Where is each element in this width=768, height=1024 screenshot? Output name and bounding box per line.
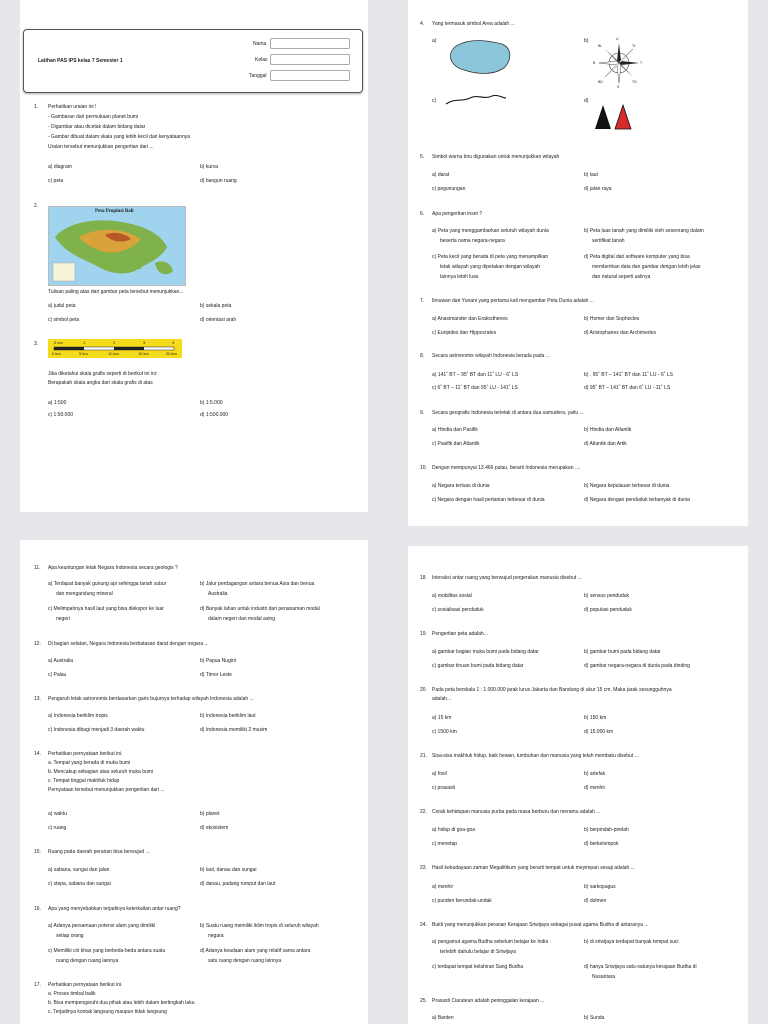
question-stem: Ruang pada daerah perairan bisa berwujud ...: [48, 849, 150, 855]
option-d[interactable]: d) Adanya keadaan alam yang relatif sama antara: [200, 948, 311, 954]
scale-bottom-label: 0 km: [52, 351, 61, 356]
option-d-cont[interactable]: memberikan data dan gambar dengan lebih jelas: [592, 264, 701, 270]
option-d[interactable]: d) populasi penduduk: [584, 607, 632, 613]
option-c-cont[interactable]: lainnya lebih luas: [440, 274, 479, 280]
question-line: Pernyataan tersebut menunjukkan pengertian dari ...: [48, 787, 165, 793]
option-b[interactable]: b) . 95˚ BT – 141˚ BT dan 11˚ LU - 6˚ LS: [584, 372, 673, 378]
question-line: c. Terjadinya kontak langsung maupun tidak langsung: [48, 1009, 167, 1015]
question-stem: Pengaruh letak astronomis berdasarkan garis bujurnya terhadap wilayah Indonesia adalah ...: [48, 696, 254, 702]
option-c[interactable]: c) Melimpahnya hasil laut yang bisa diekspor ke luar: [48, 606, 164, 612]
class-label: Kelas: [255, 57, 268, 63]
option-a[interactable]: a) Australia: [48, 658, 74, 664]
question-number: 25.: [420, 998, 427, 1004]
map-title: Peta Propinsi Bali: [95, 209, 134, 214]
option-b-cont[interactable]: Australia: [208, 591, 228, 597]
question-number: 20.: [420, 687, 427, 693]
option-b[interactable]: b) Papua Nugini: [200, 658, 236, 664]
question-number: 8.: [420, 353, 425, 359]
option-b[interactable]: b) sekala peta: [200, 303, 232, 309]
name-field[interactable]: [270, 38, 350, 49]
option-d[interactable]: d) jalan raya: [584, 186, 612, 192]
question-stem: Apa yang menyebabkan terjadinya keterkaitan antar ruang?: [48, 906, 181, 912]
option-b[interactable]: b) berpindah-pindah: [584, 827, 629, 833]
option-a-cont[interactable]: beserta nama negara-negara: [440, 238, 505, 244]
option-c[interactable]: c) Palau: [48, 672, 67, 678]
question-number: 5.: [420, 154, 425, 160]
option-a[interactable]: a) pengamut agama Budha sebelum belajar ke India: [432, 939, 549, 945]
option-b[interactable]: b) laut: [584, 172, 598, 178]
question-line: c. Tempat tinggal makhluk hidup: [48, 778, 120, 784]
option-c[interactable]: c): [432, 98, 437, 104]
option-b[interactable]: b) gambar bumi pada bidang datar: [584, 649, 661, 655]
date-label: Tanggal: [249, 73, 267, 79]
option-d[interactable]: d) dolmen: [584, 898, 607, 904]
option-d[interactable]: d) Banyak lahan untuk industri dari penanaman modal: [200, 606, 320, 612]
option-d[interactable]: d) berkelompok: [584, 841, 619, 847]
question-stem: Secara geografis Indonesia terletak di antara dua samudera, yaitu ...: [432, 410, 584, 416]
scale-top-label: 2: [113, 340, 116, 345]
option-a[interactable]: a) 15 km: [432, 715, 452, 721]
option-a-cont[interactable]: terlebih dahulu belajar di Sriwijaya: [440, 949, 516, 955]
question-stem: Apa pengertian inset ?: [432, 211, 483, 217]
question-line: Uraian tersebut menunjukkan pengertian dari ...: [48, 144, 154, 150]
option-d[interactable]: d) ekosistem: [200, 825, 229, 831]
option-a[interactable]: a) menhir: [432, 884, 454, 890]
option-c[interactable]: c) stepa, sabana dan sungai: [48, 881, 111, 887]
area-blob-icon: [446, 38, 516, 78]
option-d[interactable]: d) hanya Sriwijaya satu-satunya kerajaan Budha di: [584, 964, 697, 970]
option-a[interactable]: a) Peta yang menggambarkan seluruh wilayah dunia: [432, 228, 549, 234]
option-a-cont[interactable]: setiap orang: [56, 933, 84, 939]
question-number: 24.: [420, 922, 427, 928]
question-number: 13.: [34, 696, 41, 702]
option-c-cont[interactable]: ruang dengan ruang lainnya: [56, 958, 119, 964]
scale-bottom-label: 10 km: [108, 351, 119, 356]
question-number: 19.: [420, 631, 427, 637]
option-a[interactable]: a) mobilitas sosial: [432, 593, 472, 599]
class-field[interactable]: [270, 54, 350, 65]
question-number: 14.: [34, 751, 41, 757]
option-b[interactable]: b) sarkopagus: [584, 884, 616, 890]
worksheet-page-1: [20, 0, 368, 512]
scale-top-label: 1: [83, 340, 86, 345]
option-d[interactable]: d) bangun ruang: [200, 178, 237, 184]
option-b[interactable]: b) artefak: [584, 771, 606, 777]
option-c[interactable]: c) Memiliki ciri khas yang berbeda-beda antara suatu: [48, 948, 166, 954]
option-a[interactable]: a): [432, 38, 437, 44]
date-field[interactable]: [270, 70, 350, 81]
question-line: - Gambar dibuat dalam skala yang lebih kecil dari kenyataannya: [48, 134, 191, 140]
option-a[interactable]: a) sabana, sungai dan jalan: [48, 867, 110, 873]
option-a[interactable]: a) 1:500: [48, 400, 67, 406]
option-c[interactable]: c) pegunungan: [432, 186, 466, 192]
option-d-cont[interactable]: dalam negeri dan modal asing: [208, 616, 275, 622]
option-c[interactable]: c) punden berundak-undak: [432, 898, 492, 904]
question-stem: Perhatikan pernyataan berikut ini.: [48, 982, 123, 988]
option-a[interactable]: a) diagram: [48, 164, 72, 170]
option-a[interactable]: a) Negara terluas di dunia: [432, 483, 490, 489]
worksheet-title: Latihan PAS IPS kelas 7 Semester 1: [38, 58, 123, 64]
scale-bottom-label: 5 km: [79, 351, 88, 356]
option-a[interactable]: a) hidup di goa-goa: [432, 827, 476, 833]
compass-label-north: U: [616, 37, 619, 41]
option-d-cont[interactable]: satu ruang dengan ruang lainnya: [208, 958, 282, 964]
compass-label-northwest: BL: [598, 44, 603, 48]
compass-label-southwest: BD: [598, 80, 603, 84]
question-number: 18.: [420, 575, 427, 581]
option-b[interactable]: b) 150 km: [584, 715, 607, 721]
worksheet-page-3: [20, 540, 368, 1024]
question-stem: Apa keuntungan letak Negara Indonesia secara geologis ?: [48, 565, 178, 571]
option-d-cont[interactable]: Nusantara: [592, 974, 616, 980]
question-number: 23.: [420, 865, 427, 871]
question-stem-cont: adalah...: [432, 696, 452, 702]
question-stem: Tulisan paling atas dari gambar peta tersebut menunjukkan...: [48, 289, 184, 295]
compass-rose-icon: [594, 38, 644, 88]
option-b[interactable]: b) Homer dan Sophocles: [584, 316, 640, 322]
question-line: a. Proses timbal balik: [48, 991, 96, 997]
option-c[interactable]: c) simbol peta: [48, 317, 80, 323]
question-number: 6.: [420, 211, 425, 217]
question-number: 7.: [420, 298, 425, 304]
option-b[interactable]: b): [584, 38, 589, 44]
compass-label-east: T: [640, 61, 643, 65]
question-stem: Prasasti Ciaruteun adalah peninggalan kerajaan ...: [432, 998, 545, 1004]
scale-top-label: 0 cm: [54, 340, 63, 345]
option-c[interactable]: c) 1500 km: [432, 729, 457, 735]
question-number: 1.: [34, 104, 39, 110]
question-line: Berapakah skala angka dari skala grafis di atas: [48, 380, 153, 386]
graphic-scale-image: [48, 339, 182, 358]
option-c[interactable]: c) 1:50.000: [48, 412, 74, 418]
question-number: 12.: [34, 641, 41, 647]
question-stem: Di bagian selatan, Negara Indonesia berbatasan darat dengan negara ...: [48, 641, 209, 647]
option-a[interactable]: a) darat: [432, 172, 450, 178]
question-number: 17.: [34, 982, 41, 988]
compass-label-northeast: TL: [632, 44, 637, 48]
option-a[interactable]: a) waktu: [48, 811, 67, 817]
option-a[interactable]: a) Hindia dan Pasifik: [432, 427, 478, 433]
option-b[interactable]: b) 1:5.000: [200, 400, 223, 406]
option-c[interactable]: c) Indonesia dibagi menjadi 3 daerah waktu: [48, 727, 145, 733]
question-number: 16.: [34, 906, 41, 912]
option-a[interactable]: a) Banten: [432, 1015, 454, 1021]
option-b[interactable]: b) Peta luas tanah yang dimiliki oleh seseorang dalam: [584, 228, 704, 234]
question-stem: Perhatikan uraian ini !: [48, 104, 97, 110]
option-a[interactable]: a) Terdapat banyak gunung api sehingga tanah subur: [48, 581, 167, 587]
question-stem: Sisa-sisa makhluk hidup, baik hewan, tumbuhan dan manusia yang telah membatu disebut ...: [432, 753, 639, 759]
question-stem: Yang termasuk simbol Area adalah ...: [432, 21, 515, 27]
option-d[interactable]: d) menhir: [584, 785, 606, 791]
option-c[interactable]: c) ruang: [48, 825, 67, 831]
scale-bottom-label: 15 km: [138, 351, 149, 356]
option-a[interactable]: a) gambar bagian muka bumi pada bidang datar: [432, 649, 539, 655]
question-line: - Gambaran dari permukaan planet bumi: [48, 114, 139, 120]
question-line: b. Bisa mempengaruhi dua pihak atau lebih dalam bertingkah laku: [48, 1000, 195, 1006]
question-stem: Bukti yang menunjukkan peranan Kerajaan Sriwijaya sebagai pusat agama Budha di antaranya ...: [432, 922, 649, 928]
option-c[interactable]: c) 6˚ BT – 11˚ BT dan 95˚ LU - 141˚ LS: [432, 385, 518, 391]
question-number: 15.: [34, 849, 41, 855]
option-d[interactable]: d) 15.000 km: [584, 729, 614, 735]
option-b[interactable]: b) Suatu ruang memiliki iklim tropis di seluruh wilayah: [200, 923, 319, 929]
worksheet-page-4: [408, 546, 748, 1024]
question-number: 10.: [420, 465, 427, 471]
option-c[interactable]: c) Negara dengan hasil pertanian terbesar di dunia: [432, 497, 545, 503]
compass-label-west: B: [593, 61, 596, 65]
question-line: - Digambar atau dicetak dalam bidang datar: [48, 124, 146, 130]
question-line: b. Mencakup sebagian atau seluruh muka bumi: [48, 769, 154, 775]
option-d-cont[interactable]: dan natural seperti aslinya: [592, 274, 651, 280]
question-line: a. Tempat yang berada di muka bumi: [48, 760, 131, 766]
option-d[interactable]: d) orientasi arah: [200, 317, 237, 323]
option-d[interactable]: d) Timor Leste: [200, 672, 232, 678]
option-b[interactable]: b) planet: [200, 811, 220, 817]
option-d[interactable]: d) 1:500.000: [200, 412, 229, 418]
option-a[interactable]: a) fosil: [432, 771, 447, 777]
option-d[interactable]: d) danau, padang rumput dan laut: [200, 881, 276, 887]
scale-bottom-label: 20 km: [166, 351, 177, 356]
option-a[interactable]: a) 141˚ BT – 95˚ BT dan 11˚ LU - 6˚ LS: [432, 372, 519, 378]
question-stem: Pengertian peta adalah...: [432, 631, 488, 637]
compass-label-southeast: TG: [632, 80, 637, 84]
option-b[interactable]: b) sensus penduduk: [584, 593, 630, 599]
option-b[interactable]: b) Hindia dan Atlantik: [584, 427, 632, 433]
question-line: Jika diketahui skala grafis seperti di berikut ini ini:: [48, 371, 158, 377]
option-c[interactable]: c) Pasifik dan Atlantik: [432, 441, 480, 447]
river-line-icon: [444, 92, 508, 108]
option-b[interactable]: b) Sunda: [584, 1015, 605, 1021]
question-stem: Simbol warna biru digunakan untuk menunjukkan wilayah: [432, 154, 560, 160]
question-stem: Perhatikan pernyataan berikut ini.: [48, 751, 123, 757]
question-number: 3.: [34, 341, 39, 347]
question-number: 4.: [420, 21, 425, 27]
question-number: 11.: [34, 565, 41, 571]
question-number: 2.: [34, 203, 39, 209]
name-label: Nama: [253, 41, 267, 47]
question-stem: Ilmuwan dari Yunani yang pertama kali mengambar Peta Dunia adalah ...: [432, 298, 594, 304]
option-c-cont[interactable]: letak wilayah yang dipetakan dengan wilayah: [440, 264, 541, 270]
option-c[interactable]: c) Euripides dan Hippocrates: [432, 330, 497, 336]
option-d[interactable]: d) Negara dengan penduduk terbanyak di dunia: [584, 497, 690, 503]
option-a-cont[interactable]: dan mengandung mineral: [56, 591, 113, 597]
option-c[interactable]: c) menetap: [432, 841, 458, 847]
scale-top-label: 3: [143, 340, 146, 345]
option-b-cont[interactable]: sertifikat tanah: [592, 238, 625, 244]
option-c-cont[interactable]: negeri: [56, 616, 70, 622]
question-stem: Corak kehidupan manusia purba pada masa berburu dan meramu adalah ...: [432, 809, 601, 815]
option-d[interactable]: d) Atlantik dan Artik: [584, 441, 627, 447]
question-number: 22.: [420, 809, 427, 815]
option-d[interactable]: d) Peta digital dari software komputer yang bisa: [584, 254, 690, 260]
option-b[interactable]: b) Jalur perdagangan antara benua Asia dan benua: [200, 581, 315, 587]
compass-label-south: S: [617, 85, 620, 89]
option-b-cont[interactable]: negara: [208, 933, 224, 939]
option-a[interactable]: a) judul peta: [48, 303, 76, 309]
question-stem: Interaksi antar ruang yang berwujud pergerakan manusia disebut ...: [432, 575, 582, 581]
mountain-triangles-icon: [594, 102, 634, 130]
option-b[interactable]: b) di sriwijaya terdapat banyak tempat suci: [584, 939, 679, 945]
option-a[interactable]: a) Indonesia beriklim tropis: [48, 713, 108, 719]
option-d[interactable]: d) 95˚ BT – 141˚ BT dan 6˚ LU - 11˚ LS: [584, 385, 671, 391]
question-stem: Secara astronomis wilayah Indonesia berada pada ...: [432, 353, 550, 359]
option-b[interactable]: b) laut, danau dan sungai: [200, 867, 257, 873]
option-c[interactable]: c) prasasti: [432, 785, 456, 791]
bali-map-image: [48, 206, 186, 286]
question-number: 21.: [420, 753, 427, 759]
option-d[interactable]: d) gambar negara-negara di dunia pada dinding: [584, 663, 690, 669]
option-a[interactable]: a) Anaximander dan Eratosthenes: [432, 316, 508, 322]
option-c[interactable]: c) peta: [48, 178, 64, 184]
option-a[interactable]: a) Adanya persamaan potensi alam yang dimiliki: [48, 923, 156, 929]
question-stem: Hasil kebudayaan zaman Megalitikum yang berarti tempat untuk meyimpan sesaji adalah ...: [432, 865, 635, 871]
option-b[interactable]: b) kurva: [200, 164, 219, 170]
scale-top-label: 4: [172, 340, 175, 345]
option-c[interactable]: c) terdapat tempat kelahiran Sang Budha: [432, 964, 524, 970]
student-info-header: [23, 29, 363, 93]
option-c[interactable]: c) sosialisasi penduduk: [432, 607, 484, 613]
option-b[interactable]: b) Indonesia beriklim laut: [200, 713, 256, 719]
question-stem: Dengan mempunyai 13.466 pulau, berarti Indonesia merupakan ....: [432, 465, 581, 471]
option-d[interactable]: d) Indonesia memiliki 2 musim: [200, 727, 268, 733]
option-c[interactable]: c) Peta kecil yang berada di peta yang menampilkan: [432, 254, 549, 260]
question-number: 9.: [420, 410, 425, 416]
option-c[interactable]: c) gambar tinuan bumi pada bidang datar: [432, 663, 524, 669]
worksheet-page-2: [408, 0, 748, 526]
option-d[interactable]: d) Aristophanes dan Archimedes: [584, 330, 656, 336]
question-stem: Pada peta berskala 1 : 1.000.000 jarak lurus Jakarta dan Bandung di ukur 15 cm. Maka jarak sesungguhnya: [432, 687, 672, 693]
option-d[interactable]: d): [584, 98, 589, 104]
option-b[interactable]: b) Negara kepulauan terbesar di dunia: [584, 483, 670, 489]
